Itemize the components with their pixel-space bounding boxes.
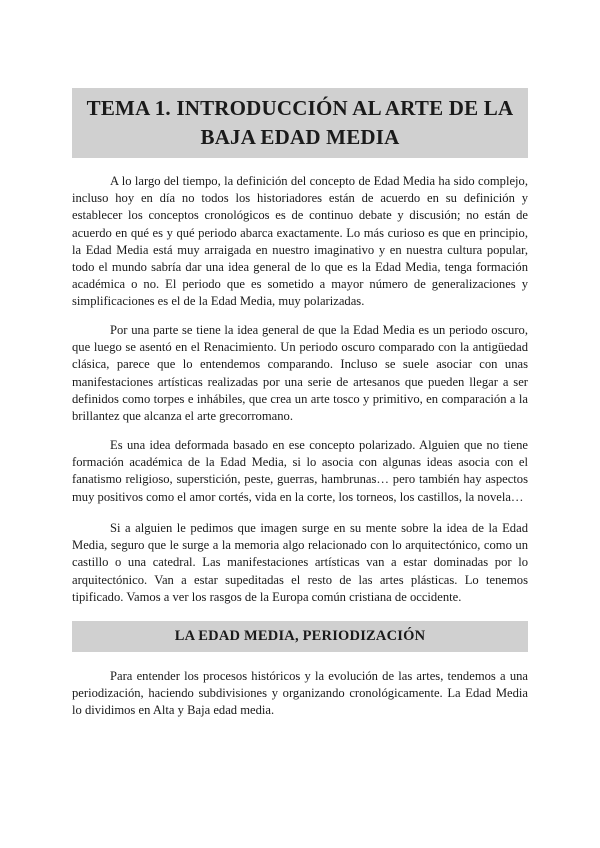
section-heading: LA EDAD MEDIA, PERIODIZACIÓN: [174, 628, 426, 644]
paragraph-definition: A lo largo del tiempo, la definición del concepto de Edad Media ha sido complejo, incluso hoy en día no todos los historiadores están de acuerdo en su definición y establecer los conceptos cronológicos es de continuo debate y discusión; no están de acuerdo en qué es y qué periodo abarca exactamente. Lo más curioso es que en principio, la Edad Media está muy arraigada en nuestro imaginativo y en nuestra cultura popular, todo el mundo sabría dar una idea general de lo que es la Edad Media, tenga formación académica o no. El periodo que es sometido a mayor número de generalizaciones y simplificaciones es el de la Edad Media, muy polarizadas.: [72, 174, 528, 309]
section-heading-banner: [72, 621, 528, 652]
title-line-2: BAJA EDAD MEDIA: [200, 125, 400, 149]
paragraph-deformed-idea: Es una idea deformada basado en ese concepto polarizado. Alguien que no tiene formación académica de la Edad Media, si lo asocia con algunas ideas asocia con el fanatismo religioso, superstición, peste, guerras, hambrunas… pero también hay aspectos muy positivos como el amor cortés, vida en la corte, los torneos, los castillos, la novela…: [72, 438, 528, 504]
paragraph-periodization: Para entender los procesos históricos y la evolución de las artes, tendemos a una periodización, haciendo subdivisiones y organizando cronológicamente. La Edad Media lo dividimos en Alta y Baja edad media.: [72, 669, 528, 718]
title-line-1: TEMA 1. INTRODUCCIÓN AL ARTE DE LA: [86, 96, 514, 120]
paragraph-architecture: Si a alguien le pedimos que imagen surge en su mente sobre la idea de la Edad Media, seguro que le surge a la memoria algo relacionado con lo arquitectónico, como un castillo o una catedral. Las manifestaciones artísticas van a estar dominadas por lo arquitectónico. Van a estar supeditadas el resto de las artes plásticas. Lo tenemos tipificado. Vamos a ver los rasgos de la Europa común cristiana de occidente.: [72, 521, 528, 604]
title-banner: [72, 88, 528, 158]
paragraph-dark-age: Por una parte se tiene la idea general de que la Edad Media es un periodo oscuro, que luego se asentó en el Renacimiento. Un periodo oscuro comparado con la antigüedad clásica, parece que lo entendemos comparando. Incluso se suele asociar con unas manifestaciones artísticas realizadas por una serie de artesanos que pueden llegar a ser definidos como torpes e inhábiles, que crea un arte tosco y primitivo, en comparación a la brillantez que alcanza el arte grecorromano.: [72, 323, 528, 424]
